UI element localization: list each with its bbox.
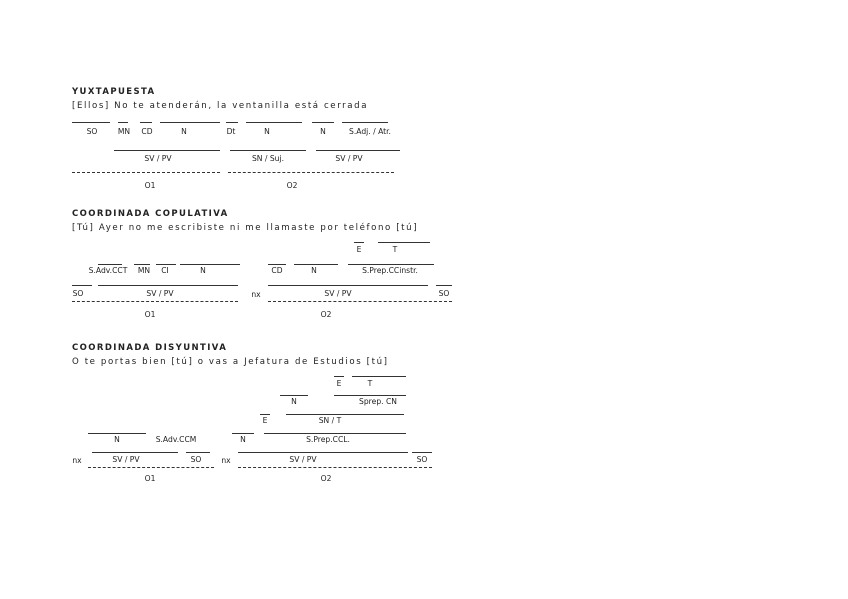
label-so: SO	[438, 289, 450, 298]
label-t: T	[367, 379, 373, 388]
clause-divider-line	[72, 172, 220, 173]
label-sn-t: SN / T	[318, 416, 342, 425]
constituent-underline	[352, 376, 406, 377]
constituent-underline	[264, 433, 406, 434]
label-sprep-cn: Sprep. CN	[359, 397, 397, 406]
constituent-underline	[268, 264, 286, 265]
label-o1: O1	[144, 181, 156, 190]
label-ci: CI	[161, 266, 169, 275]
constituent-underline	[72, 285, 92, 286]
label-mn: MN	[117, 127, 131, 136]
label-sv-pv: SV / PV	[146, 289, 174, 298]
constituent-underline	[226, 122, 238, 123]
clause-divider-line	[228, 172, 394, 173]
constituent-underline	[354, 242, 364, 243]
constituent-underline	[348, 264, 434, 265]
constituent-underline	[334, 376, 344, 377]
constituent-underline	[186, 452, 210, 453]
heading-disyuntiva: COORDINADA DISYUNTIVA	[72, 343, 228, 353]
constituent-underline	[230, 150, 306, 151]
constituent-underline	[140, 122, 152, 123]
constituent-underline	[334, 395, 406, 396]
constituent-underline	[134, 264, 150, 265]
label-t: T	[392, 245, 398, 254]
label-cd: CD	[141, 127, 153, 136]
label-sprep-ccinstr: S.Prep.CCinstr.	[362, 266, 418, 275]
label-e: E	[356, 245, 362, 254]
label-n: N	[264, 127, 270, 136]
label-so: SO	[190, 455, 202, 464]
constituent-underline	[160, 122, 220, 123]
label-so: SO	[72, 289, 84, 298]
label-sn-suj: SN / Suj.	[251, 154, 285, 163]
label-sadv-ccm: S.Adv.CCM	[155, 435, 197, 444]
label-sv-pv: SV / PV	[324, 289, 352, 298]
label-n: N	[311, 266, 317, 275]
label-cd: CD	[271, 266, 283, 275]
constituent-underline	[114, 150, 220, 151]
label-sadj-atr: S.Adj. / Atr.	[349, 127, 391, 136]
constituent-underline	[238, 452, 408, 453]
sentence-yuxtapuesta: [Ellos] No te atenderán, la ventanilla está cerrada	[72, 101, 369, 111]
clause-divider-line	[238, 467, 432, 468]
label-o2: O2	[286, 181, 298, 190]
label-n: N	[320, 127, 326, 136]
label-n: N	[114, 435, 120, 444]
label-sv-pv: SV / PV	[289, 455, 317, 464]
label-mn: MN	[137, 266, 151, 275]
sentence-disyuntiva: O te portas bien [tú] o vas a Jefatura de Estudios [tú]	[72, 357, 389, 367]
constituent-underline	[180, 264, 240, 265]
constituent-underline	[436, 285, 452, 286]
label-nx: nx	[72, 456, 82, 465]
constituent-underline	[316, 150, 400, 151]
clause-divider-line	[72, 301, 238, 302]
constituent-underline	[312, 122, 334, 123]
label-nx: nx	[221, 456, 231, 465]
constituent-underline	[280, 395, 308, 396]
label-e: E	[262, 416, 268, 425]
label-o1: O1	[144, 474, 156, 483]
label-n: N	[291, 397, 297, 406]
constituent-underline	[260, 414, 270, 415]
constituent-underline	[286, 414, 404, 415]
constituent-underline	[294, 264, 338, 265]
constituent-underline	[72, 122, 110, 123]
clause-divider-line	[88, 467, 214, 468]
constituent-underline	[232, 433, 254, 434]
constituent-underline	[246, 122, 302, 123]
constituent-underline	[88, 433, 146, 434]
clause-divider-line	[268, 301, 452, 302]
label-so: SO	[416, 455, 428, 464]
label-dt: Dt	[226, 127, 236, 136]
heading-copulativa: COORDINADA COPULATIVA	[72, 209, 229, 219]
label-so: SO	[86, 127, 98, 136]
constituent-underline	[92, 452, 178, 453]
label-sadv-cct: S.Adv.CCT	[88, 266, 128, 275]
constituent-underline	[412, 452, 432, 453]
constituent-underline	[98, 285, 238, 286]
label-n: N	[181, 127, 187, 136]
label-sv-pv: SV / PV	[112, 455, 140, 464]
heading-yuxtapuesta: YUXTAPUESTA	[72, 87, 156, 97]
constituent-underline	[378, 242, 430, 243]
label-n: N	[240, 435, 246, 444]
label-o2: O2	[320, 310, 332, 319]
sentence-copulativa: [Tú] Ayer no me escribiste ni me llamaste por teléfono [tú]	[72, 223, 419, 233]
label-n: N	[200, 266, 206, 275]
label-o1: O1	[144, 310, 156, 319]
label-e: E	[336, 379, 342, 388]
constituent-underline	[98, 264, 122, 265]
label-nx: nx	[251, 290, 261, 299]
label-sv-pv: SV / PV	[144, 154, 172, 163]
constituent-underline	[268, 285, 428, 286]
constituent-underline	[118, 122, 128, 123]
label-sprep-ccl: S.Prep.CCL.	[306, 435, 350, 444]
label-o2: O2	[320, 474, 332, 483]
constituent-underline	[156, 264, 176, 265]
label-sv-pv: SV / PV	[335, 154, 363, 163]
constituent-underline	[342, 122, 388, 123]
